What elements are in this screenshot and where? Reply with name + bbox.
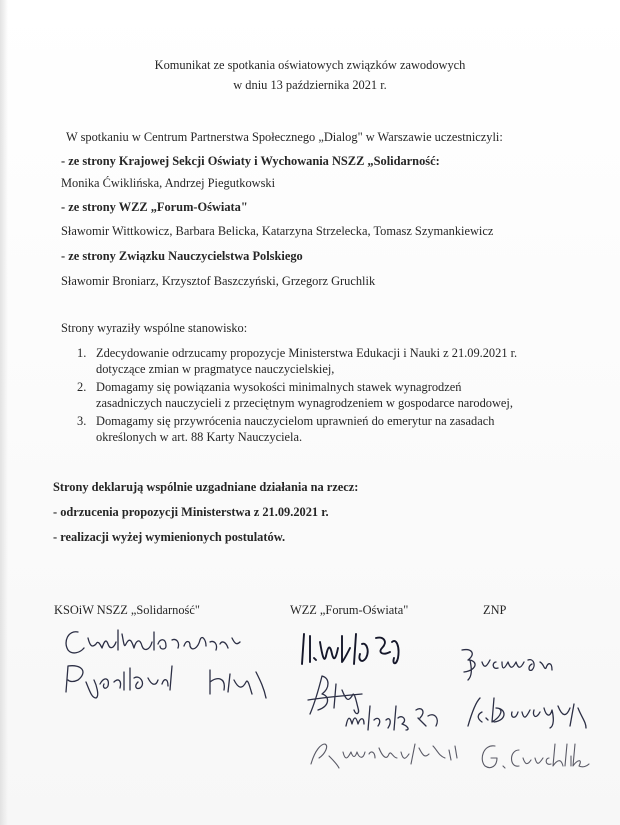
party-label-forum: - ze strony WZZ „Forum-Oświata" [61,200,248,214]
party-label-solidarnosc: - ze strony Krajowej Sekcji Oświaty i Wychowania NSZZ „Solidarność: [61,154,440,168]
signatory-forum: WZZ „Forum-Oświata" [290,603,409,617]
list-item-number: 1. [77,346,87,360]
list-item-line1: Domagamy się powiązania wysokości minimalnych stawek wynagrodzeń [96,380,462,394]
signatory-solidarnosc: KSOiW NSZZ „Solidarność" [54,603,200,617]
document-title-line2: w dniu 13 października 2021 r. [233,78,387,92]
list-item-line2: zasadniczych nauczycieli z przeciętnym wynagrodzeniem w gospodarce narodowej, [96,396,513,410]
position-intro: Strony wyraziły wspólne stanowisko: [61,321,248,335]
list-item-line2: określonych w art. 88 Karty Nauczyciela. [96,430,303,444]
signature-wittkowicz [296,628,416,673]
list-item-number: 2. [77,380,87,394]
list-item-number: 3. [77,414,87,428]
list-item-line2: dotyczące zmian w pragmatyce nauczycielskiej, [96,362,335,376]
document-title-line1: Komunikat ze spotkania oświatowych związków zawodowych [154,58,466,72]
declaration-heading: Strony deklarują wspólnie uzgadniane działania na rzecz: [53,480,359,494]
signature-gruchlik [475,736,605,776]
intro-paragraph: W spotkaniu w Centrum Partnerstwa Społecznego „Dialog" w Warszawie uczestniczyli: [66,130,503,144]
party-names-forum: Sławomir Wittkowicz, Barbara Belicka, Katarzyna Strzelecka, Tomasz Szymankiewicz [61,224,494,238]
action-item-1: - odrzucenia propozycji Ministerstwa z 21.09.2021 r. [53,505,329,519]
party-names-znp: Sławomir Broniarz, Krzysztof Baszczyński, Grzegorz Gruchlik [61,274,376,288]
signature-baszczynski [462,688,592,732]
list-item-line1: Zdecydowanie odrzucamy propozycje Ministerstwa Edukacji i Nauki z 21.09.2021 r. [96,346,518,360]
list-item-line1: Domagamy się przywrócenia nauczycielom uprawnień do emerytur na zasadach [96,414,495,428]
signature-szymankiewicz [305,730,465,770]
party-label-znp: - ze strony Związku Nauczycielstwa Polskiego [61,249,303,263]
signature-cwiklinska [60,620,250,660]
signature-piegutkowski [60,658,275,704]
signatory-znp: ZNP [483,603,507,617]
signature-broniarz [450,642,580,682]
action-item-2: - realizacji wyżej wymienionych postulatów. [53,530,286,544]
party-names-solidarnosc: Monika Ćwiklińska, Andrzej Piegutkowski [61,176,276,190]
